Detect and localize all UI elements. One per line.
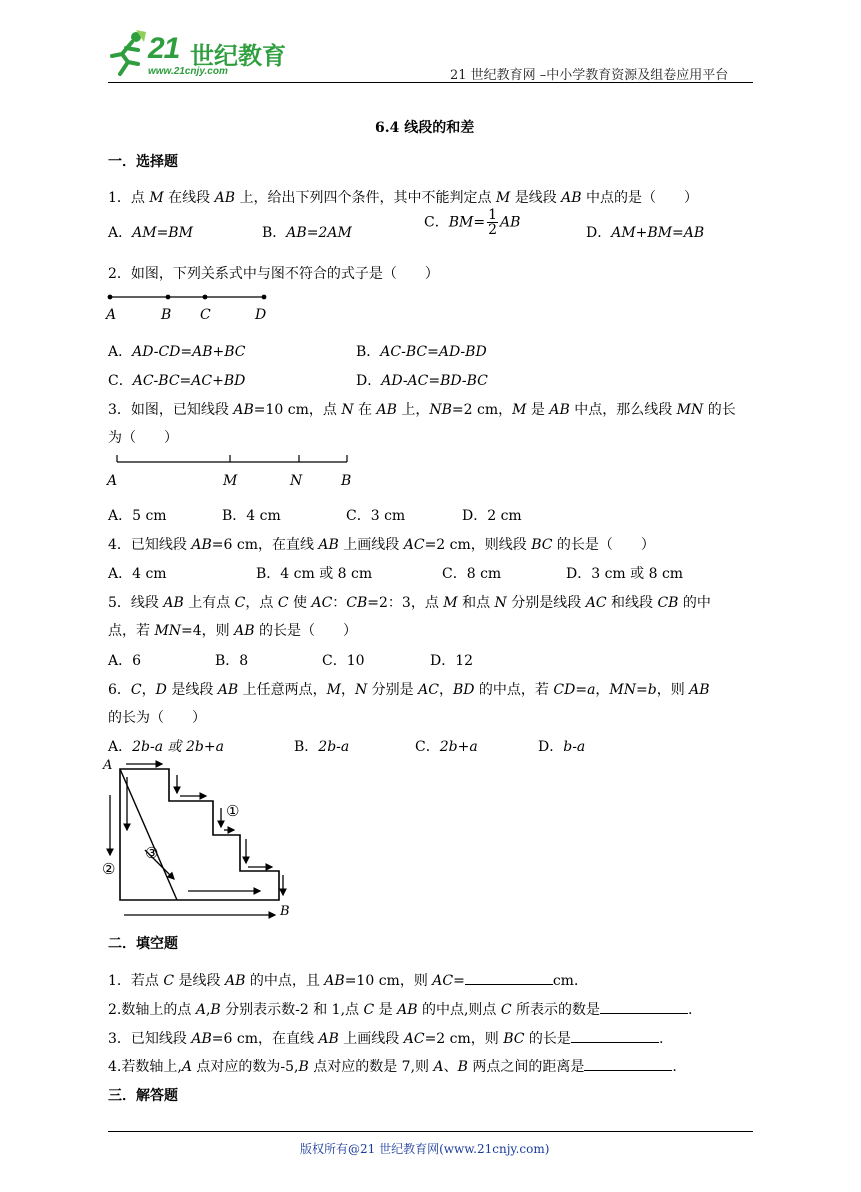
route-3-label: ③ — [145, 844, 159, 862]
q5-option-c[interactable]: C．10 — [322, 653, 365, 669]
q2-option-d[interactable]: D．AD-AC=BD-BC — [356, 373, 488, 389]
q1-option-c[interactable]: C．BM= $\frac{1}{2}$ AB — [424, 207, 521, 238]
q2-option-a[interactable]: A．AD-CD=AB+BC — [108, 344, 246, 360]
q6-option-a[interactable]: A．2b-a 或 2b+a — [108, 739, 224, 755]
logo-number: 21 — [148, 32, 180, 65]
q3-segment-figure — [104, 452, 354, 490]
stair-label-a: A — [103, 758, 113, 773]
q1-option-b[interactable]: B．AB=2AM — [262, 225, 352, 241]
fill-q1: 1．若点 C 是线段 AB 的中点，且 AB=10 cm，则 AC= cm． — [108, 973, 588, 989]
q4-option-d[interactable]: D．3 cm 或 8 cm — [566, 566, 684, 582]
q5-stem-line1: 5．线段 AB 上有点 C，点 C 使 AC：CB=2：3，点 M 和点 N 分别是线段 AC 和线段 CB 的中 — [108, 595, 711, 611]
q5-option-d[interactable]: D．12 — [430, 653, 474, 669]
fill-q3-answer-blank[interactable] — [571, 1030, 659, 1043]
q6-option-d[interactable]: D．b-a — [538, 739, 586, 755]
q3-option-a[interactable]: A．5 cm — [108, 508, 167, 524]
q4-option-c[interactable]: C．8 cm — [442, 566, 502, 582]
q2-label-c: C — [200, 307, 211, 323]
header-divider — [108, 82, 753, 83]
q2-label-d: D — [255, 307, 267, 323]
page-title: 6.4 线段的和差 — [375, 120, 475, 136]
q3-label-b: B — [341, 473, 352, 489]
q4-option-a[interactable]: A．4 cm — [108, 566, 167, 582]
fraction-one-half: $\frac{1}{2}$ — [488, 207, 497, 238]
fill-q4-answer-blank[interactable] — [584, 1058, 672, 1071]
q3-label-n: N — [290, 473, 303, 489]
fill-q2-answer-blank[interactable] — [600, 1001, 688, 1014]
q2-segment-figure — [104, 290, 274, 324]
route-1-label: ① — [226, 802, 240, 820]
q4-stem: 4．已知线段 AB=6 cm，在直线 AB 上画线段 AC=2 cm，则线段 BC 的长是（ ） — [108, 537, 655, 553]
runner-icon — [108, 30, 148, 76]
header-site-name: 21 世纪教育网 –中小学教育资源及组卷应用平台 — [450, 68, 729, 83]
q2-label-a: A — [106, 307, 117, 323]
logo-url: www.21cnjy.com — [148, 66, 228, 77]
q2-stem: 2．如图，下列关系式中与图不符合的式子是（ ） — [108, 266, 439, 282]
q6-stem-line2: 的长为（ ） — [108, 710, 206, 726]
q3-label-a: A — [107, 473, 118, 489]
q4-option-b[interactable]: B．4 cm 或 8 cm — [256, 566, 373, 582]
footer-copyright[interactable]: 版权所有@21 世纪教育网(www.21cnjy.com) — [300, 1142, 550, 1156]
q2-option-c[interactable]: C．AC-BC=AC+BD — [108, 373, 246, 389]
q3-label-m: M — [223, 473, 238, 489]
q3-option-b[interactable]: B．4 cm — [222, 508, 281, 524]
footer-divider — [108, 1131, 753, 1132]
q6-option-c[interactable]: C．2b+a — [415, 739, 478, 755]
staircase-path-figure — [100, 755, 300, 923]
q3-stem-line1: 3．如图，已知线段 AB=10 cm，点 N 在 AB 上，NB=2 cm，M 是 AB 中点，那么线段 MN 的长 — [108, 402, 736, 418]
q6-stem-line1: 6．C，D 是线段 AB 上任意两点，M，N 分别是 AC，BD 的中点，若 CD=a，MN=b，则 AB — [108, 682, 710, 698]
q2-label-b: B — [161, 307, 172, 323]
q1-option-a[interactable]: A．AM=BM — [108, 225, 193, 241]
q3-stem-line2: 为（ ） — [108, 430, 178, 446]
fill-q3: 3．已知线段 AB=6 cm，在直线 AB 上画线段 AC=2 cm，则 BC 的长是 . — [108, 1031, 664, 1047]
site-logo[interactable] — [108, 30, 288, 80]
section-fill-heading: 二．填空题 — [108, 936, 178, 952]
logo-text: 世纪教育 — [190, 42, 286, 70]
fill-q4: 4.若数轴上,A 点对应的数为-5,B 点对应的数是 7,则 A、B 两点之间的距离是 . — [108, 1059, 677, 1075]
q6-option-b[interactable]: B．2b-a — [294, 739, 350, 755]
q5-option-b[interactable]: B．8 — [215, 653, 249, 669]
fill-q1-answer-blank[interactable] — [465, 972, 553, 985]
route-2-label: ② — [102, 860, 116, 878]
stair-label-b: B — [280, 904, 290, 919]
q5-stem-line2: 点，若 MN=4，则 AB 的长是（ ） — [108, 623, 357, 639]
fill-q2: 2.数轴上的点 A,B 分别表示数-2 和 1,点 C 是 AB 的中点,则点 C 所表示的数是 . — [108, 1002, 693, 1018]
section-choice-heading: 一．选择题 — [108, 154, 178, 170]
q5-option-a[interactable]: A．6 — [108, 653, 142, 669]
q3-option-c[interactable]: C．3 cm — [346, 508, 406, 524]
q1-option-d[interactable]: D．AM+BM=AB — [586, 225, 705, 241]
q1-stem: 1．点 M 在线段 AB 上，给出下列四个条件，其中不能判定点 M 是线段 AB 中点的是（ ） — [108, 190, 699, 206]
section-solve-heading: 三．解答题 — [108, 1088, 178, 1104]
q2-option-b[interactable]: B．AC-BC=AD-BD — [356, 344, 487, 360]
q3-option-d[interactable]: D．2 cm — [462, 508, 522, 524]
